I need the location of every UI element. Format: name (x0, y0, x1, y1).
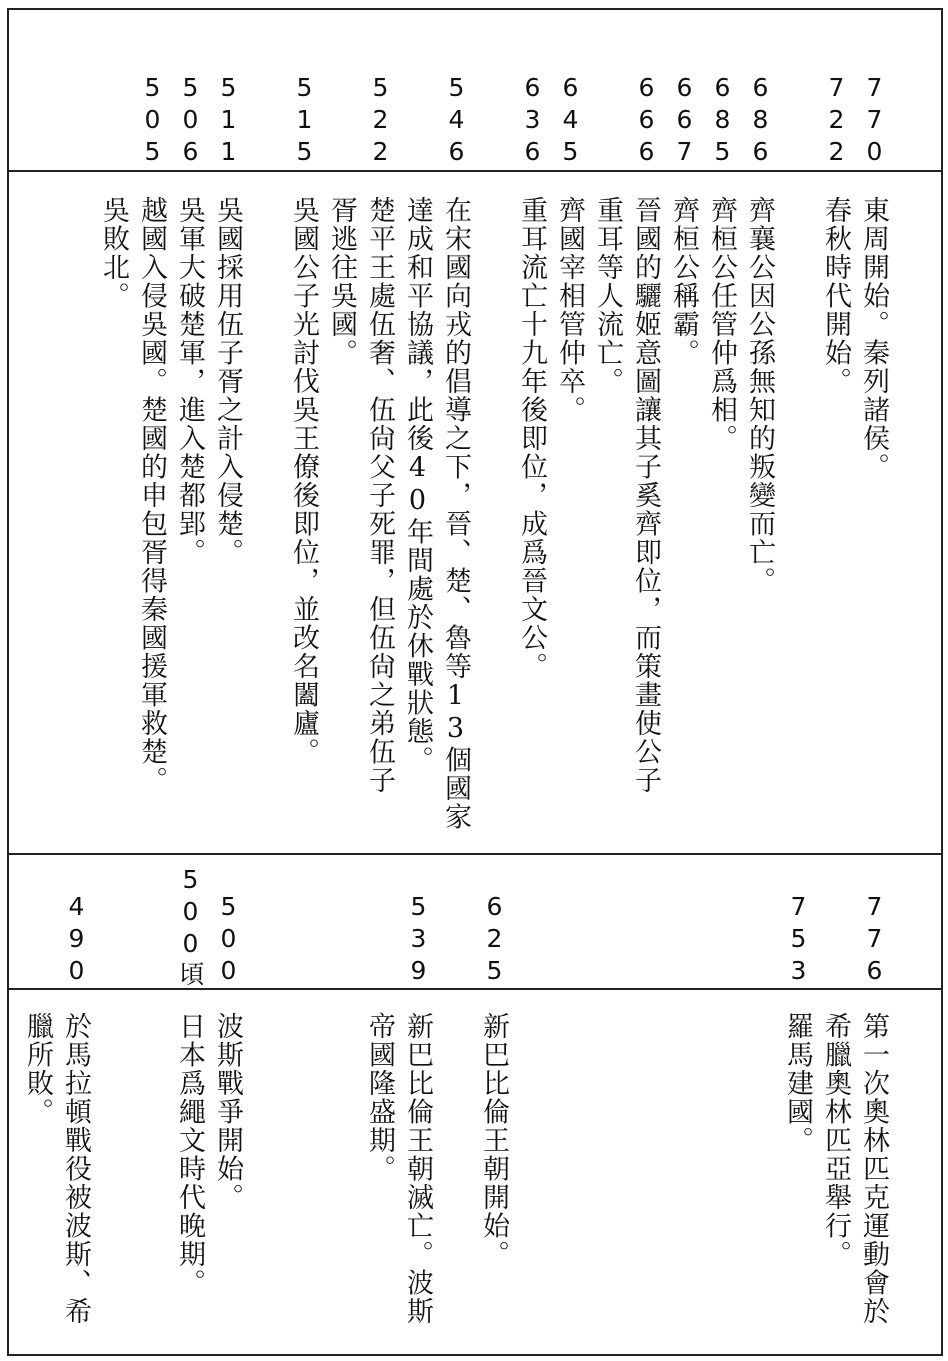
year-label: 490 (62, 892, 91, 988)
year-label: 539 (404, 892, 433, 988)
event-text: 晉國的驪姬意圖讓其子奚齊即位，而策畫使公子 (630, 196, 661, 795)
year-label: 776 (860, 892, 889, 988)
event-text: 新巴比倫王朝開始。 (478, 1012, 509, 1269)
event-text: 吳軍大破楚軍，進入楚都郢。 (174, 196, 205, 567)
year-label: 500 (214, 892, 243, 988)
year-label: 666 (632, 73, 661, 169)
event-text: 在宋國向戎的倡導之下，晉、楚、魯等13個國家 (440, 196, 471, 831)
year-label: 506 (176, 73, 205, 169)
event-text: 重耳等人流亡。 (592, 196, 623, 396)
event-text: 臘所敗。 (22, 1012, 53, 1126)
event-text: 希臘奧林匹亞舉行。 (820, 1012, 851, 1269)
event-text: 於馬拉頓戰役被波斯、希 (60, 1012, 91, 1326)
year-label: 770 (860, 73, 889, 169)
event-text: 吳敗北。 (98, 196, 129, 310)
year-label: 546 (442, 73, 471, 169)
year-label: 500頃 (176, 865, 205, 989)
event-text: 東周開始。秦列諸侯。 (858, 196, 889, 481)
year-label: 515 (290, 73, 319, 169)
divider-bottom-years (7, 988, 943, 990)
event-text: 達成和平協議，此後40年間處於休戰狀態。 (402, 196, 433, 774)
event-text: 羅馬建國。 (782, 1012, 813, 1155)
event-text: 第一次奧林匹克運動會於 (858, 1012, 889, 1326)
year-label: 505 (138, 73, 167, 169)
divider-top-years (7, 170, 943, 172)
event-text: 波斯戰爭開始。 (212, 1012, 243, 1212)
event-text: 重耳流亡十九年後即位，成爲晉文公。 (516, 196, 547, 681)
event-text: 胥逃往吳國。 (326, 196, 357, 367)
event-text: 新巴比倫王朝滅亡。波斯 (402, 1012, 433, 1326)
year-label: 625 (480, 892, 509, 988)
event-text: 越國入侵吳國。楚國的申包胥得秦國援軍救楚。 (136, 196, 167, 795)
event-text: 日本爲繩文時代晚期。 (174, 1012, 205, 1297)
event-text: 帝國隆盛期。 (364, 1012, 395, 1183)
year-label: 522 (366, 73, 395, 169)
event-text: 楚平王處伍奢、伍尙父子死罪，但伍尙之弟伍子 (364, 196, 395, 795)
year-label: 686 (746, 73, 775, 169)
event-text: 吳國公子光討伐吳王僚後即位，並改名闔廬。 (288, 196, 319, 766)
year-label: 722 (822, 73, 851, 169)
divider-middle (7, 853, 943, 855)
year-label: 636 (518, 73, 547, 169)
year-label: 511 (214, 73, 243, 169)
event-text: 吳國採用伍子胥之計入侵楚。 (212, 196, 243, 567)
event-text: 齊國宰相管仲卒。 (554, 196, 585, 424)
event-text: 齊襄公因公孫無知的叛變而亡。 (744, 196, 775, 595)
event-text: 春秋時代開始。 (820, 196, 851, 396)
year-label: 685 (708, 73, 737, 169)
year-label: 753 (784, 892, 813, 988)
event-text: 齊桓公任管仲爲相。 (706, 196, 737, 453)
year-label: 667 (670, 73, 699, 169)
year-label: 645 (556, 73, 585, 169)
event-text: 齊桓公稱霸。 (668, 196, 699, 367)
